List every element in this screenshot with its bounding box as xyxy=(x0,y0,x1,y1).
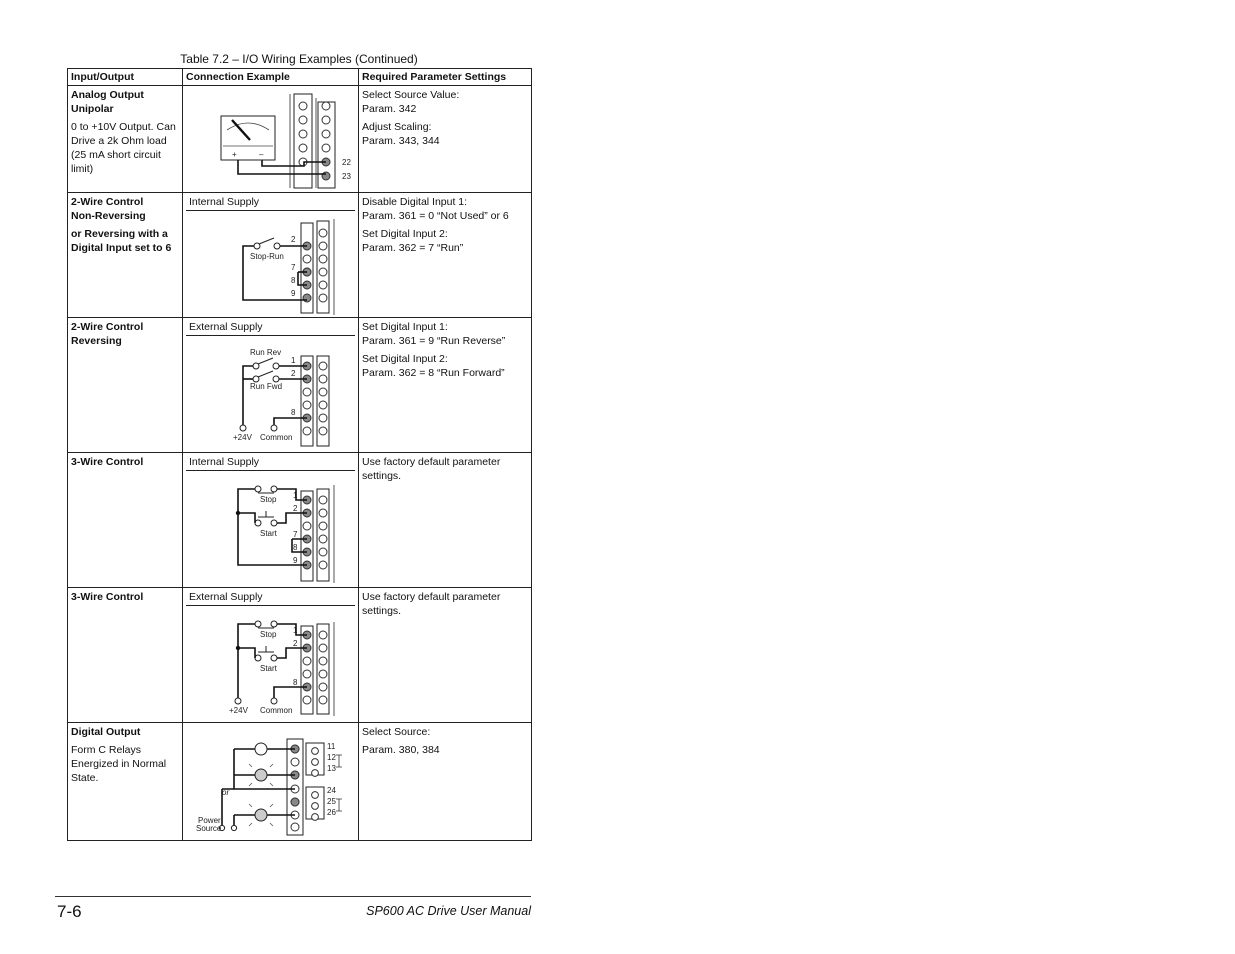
param-line: Param. 361 = 9 “Run Reverse” xyxy=(362,335,506,347)
io-desc: State. xyxy=(71,772,99,784)
terminal-label: 24 xyxy=(327,786,336,795)
common-label: Common xyxy=(260,706,293,715)
io-title: Non-Reversing xyxy=(71,210,146,222)
switch-label: Run Rev xyxy=(250,348,282,357)
table-row xyxy=(68,723,532,841)
param-line: Set Digital Input 1: xyxy=(362,321,448,333)
param-line: Select Source Value: xyxy=(362,89,460,101)
io-title: or Reversing with a xyxy=(71,228,168,240)
io-cell xyxy=(68,86,183,193)
io-desc: (25 mA short circuit xyxy=(71,149,161,161)
io-wiring-table xyxy=(67,68,532,841)
table-row xyxy=(68,588,532,723)
terminal-label: 8 xyxy=(291,408,296,417)
relay-output-diagram xyxy=(186,725,362,838)
terminal-label: 1 xyxy=(293,626,298,635)
table-row xyxy=(68,193,532,318)
io-title: 2-Wire Control xyxy=(71,321,144,333)
io-cell xyxy=(68,193,183,318)
param-line: Adjust Scaling: xyxy=(362,121,432,133)
io-desc: Energized in Normal xyxy=(71,758,167,770)
param-line: Param. 361 = 0 “Not Used” or 6 xyxy=(362,210,509,222)
table-row xyxy=(68,86,532,193)
terminal-23-label: 23 xyxy=(342,172,351,181)
two-wire-external-diagram xyxy=(186,336,362,450)
table-caption: Table 7.2 – I/O Wiring Examples (Continued) xyxy=(180,52,418,66)
common-label: Common xyxy=(260,433,293,442)
io-desc: Form C Relays xyxy=(71,744,142,756)
io-cell xyxy=(68,723,183,841)
param-line: settings. xyxy=(362,605,402,617)
switch-label: Start xyxy=(260,529,277,538)
io-title: Unipolar xyxy=(71,103,114,115)
param-line: Set Digital Input 2: xyxy=(362,353,448,365)
switch-label: Stop xyxy=(260,495,277,504)
terminal-label: 9 xyxy=(291,289,296,298)
terminal-label: 2 xyxy=(293,504,298,513)
header-parameter-settings: Required Parameter Settings xyxy=(359,69,532,86)
param-line: Disable Digital Input 1: xyxy=(362,196,468,208)
params-cell xyxy=(359,86,532,193)
param-line: Param. 380, 384 xyxy=(362,744,440,756)
connection-cell xyxy=(183,86,359,193)
table-row xyxy=(68,453,532,588)
footer-rule xyxy=(55,896,531,897)
two-wire-internal-diagram xyxy=(186,211,362,315)
connection-cell xyxy=(183,723,359,841)
terminal-label: 7 xyxy=(291,263,296,272)
param-line: Param. 362 = 7 “Run” xyxy=(362,242,464,254)
or-label: or xyxy=(222,788,230,797)
param-line: settings. xyxy=(362,470,402,482)
connection-cell xyxy=(183,193,359,318)
io-cell xyxy=(68,318,183,453)
source-label: Source xyxy=(196,824,222,833)
param-line: Param. 362 = 8 “Run Forward” xyxy=(362,367,505,379)
io-desc: limit) xyxy=(71,163,94,175)
table-row xyxy=(68,318,532,453)
terminal-label: 2 xyxy=(291,369,296,378)
param-line: Use factory default parameter xyxy=(362,591,501,603)
terminal-label: 8 xyxy=(291,276,296,285)
param-line: Select Source: xyxy=(362,726,431,738)
params-cell xyxy=(359,193,532,318)
io-cell xyxy=(68,588,183,723)
supply-label: External Supply xyxy=(186,320,355,336)
connection-cell xyxy=(183,588,359,723)
power-label: Power xyxy=(198,816,221,825)
params-cell xyxy=(359,453,532,588)
switch-label: Stop-Run xyxy=(250,252,284,261)
switch-label: Start xyxy=(260,664,277,673)
manual-title: SP600 AC Drive User Manual xyxy=(366,904,531,918)
terminal-label: 1 xyxy=(291,356,296,365)
io-cell xyxy=(68,453,183,588)
meter-minus-label: – xyxy=(259,150,264,159)
io-title: 3-Wire Control xyxy=(71,591,144,603)
switch-label: Run Fwd xyxy=(250,382,283,391)
io-title: Reversing xyxy=(71,335,122,347)
param-line: Param. 343, 344 xyxy=(362,135,440,147)
param-line: Param. 342 xyxy=(362,103,417,115)
terminal-22-label: 22 xyxy=(342,158,351,167)
supply-label: Internal Supply xyxy=(186,455,355,471)
terminal-label: 9 xyxy=(293,556,298,565)
terminal-label: 25 xyxy=(327,797,336,806)
params-cell xyxy=(359,723,532,841)
header-input-output: Input/Output xyxy=(68,69,183,86)
header-connection-example: Connection Example xyxy=(183,69,359,86)
switch-label: Stop xyxy=(260,630,277,639)
terminal-label: 8 xyxy=(293,543,298,552)
terminal-label: 26 xyxy=(327,808,336,817)
params-cell xyxy=(359,588,532,723)
terminal-label: 13 xyxy=(327,764,336,773)
meter-plus-label: + xyxy=(232,150,237,159)
three-wire-external-diagram xyxy=(186,606,362,720)
terminal-label: 7 xyxy=(293,530,298,539)
io-title: 2-Wire Control xyxy=(71,196,144,208)
table-header-row xyxy=(68,69,532,86)
page-number: 7-6 xyxy=(57,902,82,921)
terminal-label: 1 xyxy=(293,491,298,500)
io-title: Digital Output xyxy=(71,726,141,738)
terminal-label: 8 xyxy=(293,678,298,687)
three-wire-internal-diagram xyxy=(186,471,362,585)
analog-meter-diagram xyxy=(186,88,362,190)
io-desc: 0 to +10V Output. Can xyxy=(71,121,176,133)
io-desc: Drive a 2k Ohm load xyxy=(71,135,167,147)
io-title: Digital Input set to 6 xyxy=(71,242,172,254)
params-cell xyxy=(359,318,532,453)
supply-label: Internal Supply xyxy=(186,195,355,211)
supply-label: External Supply xyxy=(186,590,355,606)
terminal-label: 2 xyxy=(293,639,298,648)
param-line: Set Digital Input 2: xyxy=(362,228,448,240)
supply-24v-label: +24V xyxy=(229,706,248,715)
supply-24v-label: +24V xyxy=(233,433,252,442)
terminal-label: 11 xyxy=(327,742,336,751)
io-title: 3-Wire Control xyxy=(71,456,144,468)
connection-cell xyxy=(183,318,359,453)
io-title: Analog Output xyxy=(71,89,144,101)
terminal-label: 12 xyxy=(327,753,336,762)
terminal-label: 2 xyxy=(291,235,296,244)
connection-cell xyxy=(183,453,359,588)
param-line: Use factory default parameter xyxy=(362,456,501,468)
